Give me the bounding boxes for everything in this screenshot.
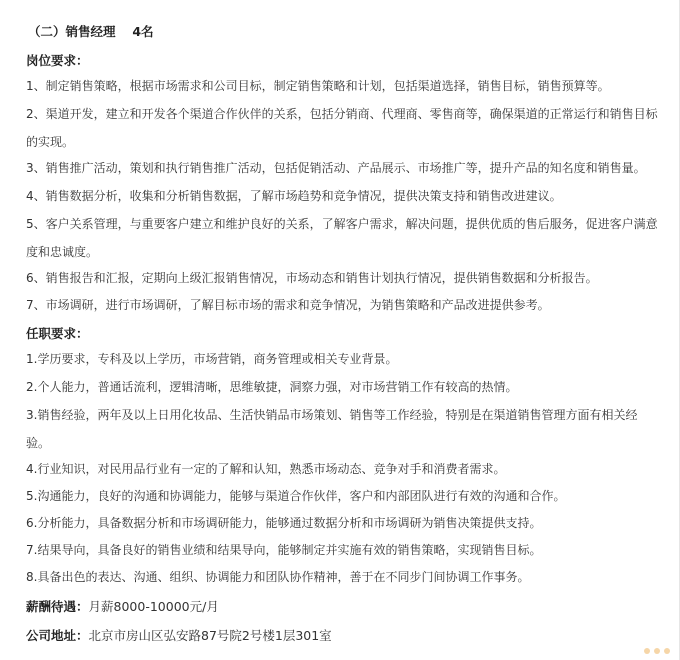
qualification-item: 1.学历要求，专科及以上学历，市场营销，商务管理或相关专业背景。	[26, 352, 398, 366]
qualification-item: 5.沟通能力，良好的沟通和协调能力，能够与渠道合作伙伴，客户和内部团队进行有效的沟通和合作。	[26, 489, 566, 503]
qualification-item: 7.结果导向，具备良好的销售业绩和结果导向，能够制定并实施有效的销售策略，实现销售目标。	[26, 543, 542, 557]
qualification-item: 4.行业知识，对民用品行业有一定的了解和认知，熟悉市场动态、竞争对手和消费者需求。	[26, 462, 506, 476]
qualifications-heading: 任职要求：	[26, 326, 89, 341]
responsibility-item: 6、销售报告和汇报，定期向上级汇报销售情况，市场动态和销售计划执行情况，提供销售数据和分析报告。	[26, 271, 598, 285]
salary-line	[26, 597, 219, 615]
responsibilities-heading: 岗位要求：	[26, 53, 89, 68]
address-line	[26, 626, 332, 644]
salary-label: 薪酬待遇：	[26, 599, 89, 614]
address-label: 公司地址：	[26, 628, 89, 643]
qualification-item: 2.个人能力，普通话流利，逻辑清晰，思维敏捷，洞察力强，对市场营销工作有较高的热情。	[26, 380, 518, 394]
responsibility-item: 5、客户关系管理，与重要客户建立和维护良好的关系，了解客户需求，解决问题，提供优质的售后服务，促进客户满意度和忠诚度。	[26, 217, 658, 259]
qualification-item: 3.销售经验，两年及以上日用化妆品、生活快销品市场策划、销售等工作经验，特别是在渠道销售管理方面有相关经验。	[26, 408, 638, 450]
dot	[664, 648, 670, 654]
responsibility-item: 2、渠道开发，建立和开发各个渠道合作伙伴的关系，包括分销商、代理商、零售商等，确保渠道的正常运行和销售目标的实现。	[26, 107, 658, 149]
responsibility-item: 4、销售数据分析，收集和分析销售数据，了解市场趋势和竞争情况，提供决策支持和销售改进建议。	[26, 189, 562, 203]
job-title: （二）销售经理 4名	[28, 24, 154, 39]
responsibility-item: 1、制定销售策略，根据市场需求和公司目标，制定销售策略和计划，包括渠道选择，销售目标，销售预算等。	[26, 79, 610, 93]
qualification-item: 6.分析能力，具备数据分析和市场调研能力，能够通过数据分析和市场调研为销售决策提供支持。	[26, 516, 542, 530]
responsibility-item: 3、销售推广活动，策划和执行销售推广活动，包括促销活动、产品展示、市场推广等，提升产品的知名度和销售量。	[26, 161, 646, 175]
loading-dots-decoration	[644, 648, 670, 654]
qualification-item: 8.具备出色的表达、沟通、组织、协调能力和团队协作精神，善于在不同步门间协调工作事务。	[26, 570, 530, 584]
responsibility-item: 7、市场调研，进行市场调研，了解目标市场的需求和竞争情况，为销售策略和产品改进提供参考。	[26, 298, 550, 312]
dot	[654, 648, 660, 654]
address-value: 北京市房山区弘安路87号院2号楼1层301室	[88, 628, 332, 643]
dot	[644, 648, 650, 654]
salary-value: 月薪8000-10000元/月	[88, 599, 219, 614]
